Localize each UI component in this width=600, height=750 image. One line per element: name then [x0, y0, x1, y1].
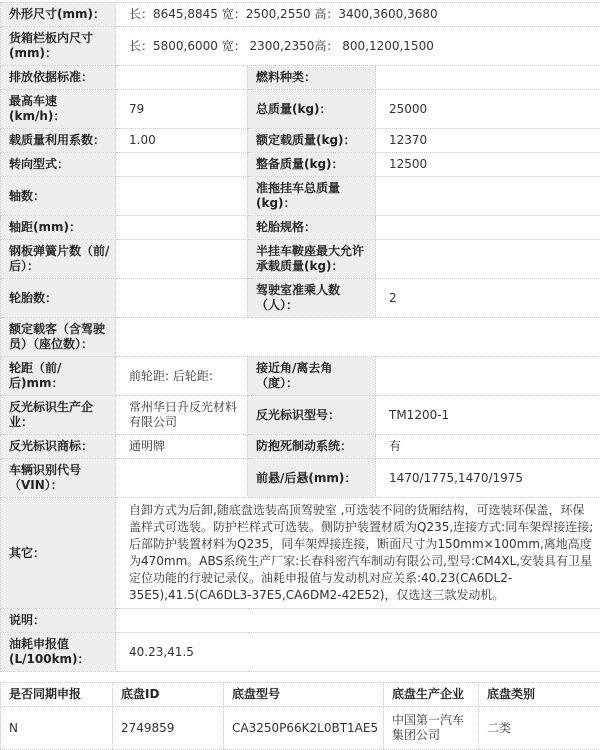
spec-value-dimensions: 长：8645,8845 宽：2500,2550 高：3400,3600,3680 — [116, 3, 600, 27]
spec-row-emission-fuel — [1, 66, 600, 90]
spec-row-utilization-rated-load — [1, 129, 600, 153]
spec-label-wheelbase: 轴距(mm)： — [1, 216, 116, 240]
chassis-cell-chassis-maker: 中国第一汽车集团公司 — [384, 707, 479, 750]
spec-value-rated-passengers — [116, 318, 600, 357]
chassis-header-chassis-maker: 底盘生产企业 — [384, 683, 479, 707]
spec-value-tire-spec — [376, 216, 600, 240]
chassis-header-chassis-model: 底盘型号 — [224, 683, 384, 707]
spec-row-track-angles — [1, 357, 600, 396]
spec-label-emission-standard: 排放依据标准： — [1, 66, 116, 90]
chassis-header-concurrent-declaration: 是否同期申报 — [1, 683, 113, 707]
spec-value-curb-mass: 12500 — [376, 153, 600, 177]
spec-label-cab-passengers: 驾驶室准乘人数（人）： — [248, 279, 376, 318]
spec-label-fuel-consumption: 油耗申报值(L/100km)： — [1, 633, 116, 672]
spec-label-saddle-max-load: 半挂车鞍座最大允许承载质量(kg)： — [248, 240, 376, 279]
spec-label-dimensions: 外形尺寸(mm)： — [1, 3, 116, 27]
spec-row-other — [1, 498, 600, 609]
spec-row-rated-passengers — [1, 318, 600, 357]
spec-label-curb-mass: 整备质量(kg)： — [248, 153, 376, 177]
spec-label-reflective-brand: 反光标识商标： — [1, 435, 116, 459]
spec-value-max-speed: 79 — [116, 90, 248, 129]
spec-value-emission-standard — [116, 66, 248, 90]
spec-label-load-utilization: 载质量利用系数： — [1, 129, 116, 153]
chassis-cell-concurrent-declaration: N — [1, 707, 113, 750]
spec-row-axles-trailer-mass — [1, 177, 600, 216]
spec-row-reflective-brand-abs — [1, 435, 600, 459]
spec-value-saddle-max-load — [376, 240, 600, 279]
spec-value-fuel-consumption: 40.23,41.5 — [116, 633, 600, 672]
spec-value-load-utilization: 1.00 — [116, 129, 248, 153]
spec-label-leaf-springs: 钢板弹簧片数（前/后）： — [1, 240, 116, 279]
chassis-header-chassis-class: 底盘类别 — [479, 683, 600, 707]
spec-label-total-mass: 总质量(kg)： — [248, 90, 376, 129]
chassis-header-chassis-id: 底盘ID — [113, 683, 224, 707]
spec-value-track-width: 前轮距: 后轮距: — [116, 357, 248, 396]
spec-value-cargo-inner-size: 长：5800,6000 宽： 2300,2350高： 800,1200,1500 — [116, 27, 600, 66]
spec-value-total-mass: 25000 — [376, 90, 600, 129]
spec-value-wheelbase — [116, 216, 248, 240]
spec-value-reflective-model: TM1200-1 — [376, 396, 600, 435]
spec-value-cab-passengers: 2 — [376, 279, 600, 318]
chassis-cell-chassis-id: 2749859 — [113, 707, 224, 750]
spec-label-axle-count: 轴数： — [1, 177, 116, 216]
spec-label-reflective-model: 反光标识型号： — [248, 396, 376, 435]
spec-value-steering-type — [116, 153, 248, 177]
spec-label-rated-load: 额定载质量(kg)： — [248, 129, 376, 153]
spec-label-overhang: 前悬/后悬(mm)： — [248, 459, 376, 498]
spec-label-notes: 说明： — [1, 609, 116, 633]
spec-row-notes — [1, 609, 600, 633]
spec-value-rated-load: 12370 — [376, 129, 600, 153]
spec-label-fuel-type: 燃料种类： — [248, 66, 376, 90]
chassis-cell-chassis-model: CA3250P66K2L0BT1AE5 — [224, 707, 384, 750]
spec-row-cargo-inner-size — [1, 27, 600, 66]
chassis-data-row — [1, 707, 600, 750]
spec-value-other: 自卸方式为后卸,随底盘选装高顶驾驶室 ,可选装不同的货厢结构，可选装环保盖，环保盖样式可选装。防护栏样式可选装。侧防护装置材质为Q235,连接方式:同车架焊接连接;后部防护装置材料为Q235，同车架焊接连接，断面尺寸为150mm×100mm,离地高度为470mm。ABS系统生产厂家:长春科密汽车制动有限公司,型号:CM4XL,安装具有卫星定位功能的行驶记录仪。油耗申报值与发动机对应关系:40.23(CA6DL2-35E5),41.5(CA6DL3-37E5,CA6DM2-42E52)，仅选这三款发动机。 — [116, 498, 600, 609]
spec-value-tire-count — [116, 279, 248, 318]
spec-row-reflective-maker-model — [1, 396, 600, 435]
spec-label-approach-departure-angle: 接近角/离去角（度）： — [248, 357, 376, 396]
spec-row-speed-mass — [1, 90, 600, 129]
spec-value-vin — [116, 459, 248, 498]
spec-label-vin: 车辆识别代号（VIN）： — [1, 459, 116, 498]
vehicle-spec-page — [0, 2, 600, 750]
spec-label-trailer-total-mass: 准拖挂车总质量(kg)： — [248, 177, 376, 216]
spec-row-springs-saddle — [1, 240, 600, 279]
spec-value-overhang: 1470/1775,1470/1975 — [376, 459, 600, 498]
spec-value-reflective-maker: 常州华日升反光材料有限公司 — [116, 396, 248, 435]
spec-label-other: 其它： — [1, 498, 116, 609]
spec-label-track-width: 轮距（前/后)mm： — [1, 357, 116, 396]
chassis-table — [0, 682, 600, 750]
spec-value-abs: 有 — [376, 435, 600, 459]
spec-label-max-speed: 最高车速(km/h)： — [1, 90, 116, 129]
chassis-header-row — [1, 683, 600, 707]
spec-row-fuel-consumption — [1, 633, 600, 672]
spec-label-abs: 防抱死制动系统： — [248, 435, 376, 459]
spec-row-tires-cab-passengers — [1, 279, 600, 318]
spec-row-dimensions — [1, 3, 600, 27]
spec-value-trailer-total-mass — [376, 177, 600, 216]
spec-value-notes — [116, 609, 600, 633]
spec-table — [0, 2, 600, 672]
spec-row-steering-curb-mass — [1, 153, 600, 177]
spec-label-rated-passengers: 额定载客（含驾驶员）（座位数）： — [1, 318, 116, 357]
spec-value-reflective-brand: 通明牌 — [116, 435, 248, 459]
spec-row-wheelbase-tire-spec — [1, 216, 600, 240]
spec-value-axle-count — [116, 177, 248, 216]
spec-label-tire-count: 轮胎数： — [1, 279, 116, 318]
spec-row-vin-overhang — [1, 459, 600, 498]
spec-value-fuel-type — [376, 66, 600, 90]
chassis-cell-chassis-class: 二类 — [479, 707, 600, 750]
spec-value-approach-departure-angle — [376, 357, 600, 396]
spec-value-leaf-springs — [116, 240, 248, 279]
spec-label-tire-spec: 轮胎规格： — [248, 216, 376, 240]
spec-label-steering-type: 转向型式： — [1, 153, 116, 177]
spec-label-reflective-maker: 反光标识生产企业： — [1, 396, 116, 435]
spec-label-cargo-inner-size: 货箱栏板内尺寸(mm)： — [1, 27, 116, 66]
